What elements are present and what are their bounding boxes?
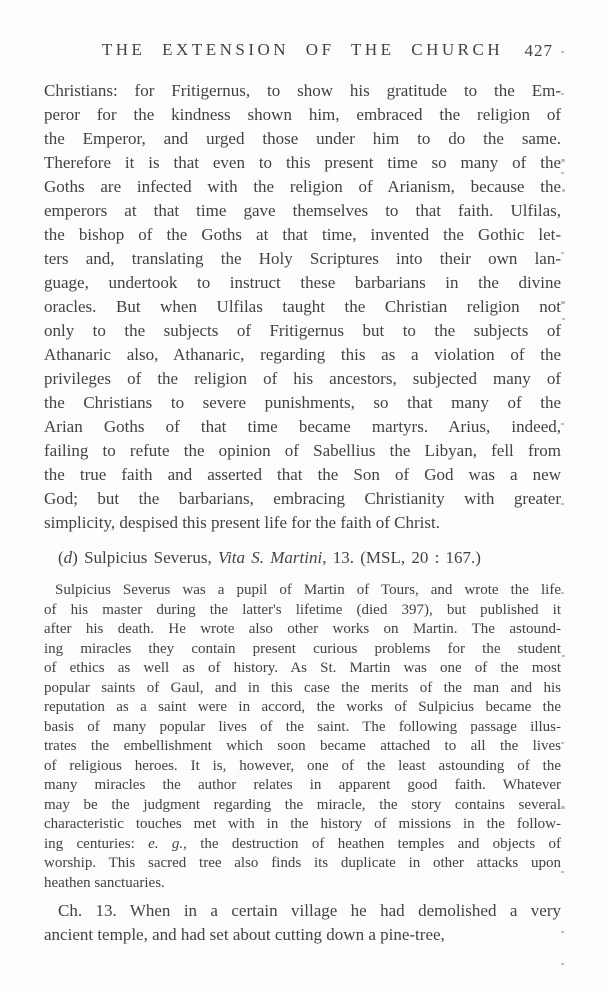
text-line: Christians: for Fritigernus, to show his gratitude to the Em- [44,81,561,100]
text-line: failing to refute the opinion of Sabellius the Libyan, fell from [44,441,561,460]
text-line: after his death. He wrote also other works on Martin. The astound- [44,621,561,637]
text-line: Arian Goths of that time became martyrs. Arius, indeed, [44,417,561,436]
text-line: ancient temple, and had set about cutting down a pine-tree, [44,925,445,944]
scan-speck [561,159,565,162]
text-line: privileges of the religion of his ancestors, subjected many of [44,369,561,388]
text-line: popular saints of Gaul, and in this case the merits of the man and his [44,679,561,696]
scan-speck [561,503,564,505]
scan-speck [561,93,564,95]
text-line: of religious heroes. It is, however, one of the least astounding of the [44,757,561,774]
text-line: characteristic touches met with in the history of missions in the follow- [44,816,561,832]
text-line: trates the embellishment which soon became attached to all the lives [44,738,561,754]
scan-speck [561,963,564,965]
scan-speck [561,301,565,304]
text-line: ters and, translating the Holy Scriptures into their own lan- [44,249,561,268]
scan-speck [562,189,565,192]
text-line: reputation as a saint were in accord, the works of Sulpicius became the [44,699,561,715]
text-line: of his master during the latter's lifetime (died 397), but published it [44,601,561,618]
text-line: peror for the kindness shown him, embraced the religion of [44,105,561,124]
text-line: worship. This sacred tree also finds its duplicate in other attacks upon [44,855,561,871]
text-line: of ethics as well as of history. As St. Martin was one of the most [44,660,561,676]
text-line: heathen sanctuaries. [44,874,165,891]
text-line: Sulpicius Severus was a pupil of Martin of Tours, and wrote the life [55,582,561,598]
text-line: basis of many popular lives of the saint. The following passage illus- [44,718,561,735]
scan-speck [561,806,565,809]
text-line: ing miracles they contain present curious problems for the student [44,640,561,657]
text-line: emperors at that time gave themselves to that faith. Ulfilas, [44,201,561,220]
editor-note-paragraph [44,581,561,893]
running-head [44,40,561,64]
page-number: 427 [524,41,553,60]
main-passage-paragraph [44,79,561,535]
scan-speck [561,252,564,254]
text-line: simplicity, despised this present life for the faith of Christ. [44,513,440,532]
scan-speck [561,742,564,744]
text-line: the true faith and asserted that the Son of God was a new [44,465,561,484]
text-line: God; but the barbarians, embracing Christianity with greater [44,489,561,508]
chapter-13-paragraph [44,899,561,947]
scan-speck [562,655,565,657]
scan-speck [561,51,564,53]
text-line: only to the subjects of Fritigernus but to the subjects of [44,321,561,340]
text-line: the Christians to severe punishments, so that many of the [44,393,561,412]
text-line: many miracles the author relates in apparent good faith. Whatever [44,777,561,793]
text-line: oracles. But when Ulfilas taught the Christian religion not [44,297,561,316]
text-line: the Emperor, and urged those under him to do the same. [44,129,561,148]
scan-speck [561,871,564,873]
running-title: THE EXTENSION OF THE CHURCH [101,40,504,59]
scan-speck [561,172,564,174]
scan-speck [561,423,564,425]
scan-speck [561,592,564,594]
text-line: Therefore it is that even to this present time so many of the [44,153,561,172]
text-line: Ch. 13. When in a certain village he had demolished a very [58,901,561,920]
citation-heading: (d) Sulpicius Severus, Vita S. Martini, 13. (MSL, 20 : 167.) [58,548,481,567]
text-line: Goths are infected with the religion of Arianism, because the [44,177,561,196]
text-line: the bishop of the Goths at that time, invented the Gothic let- [44,225,561,244]
text-line: may be the judgment regarding the miracle, the story contains several [44,796,561,813]
text-line: ing centuries: e. g., the destruction of heathen temples and objects of [44,835,561,852]
scan-speck [561,931,564,933]
text-line: guage, undertook to instruct these barbarians in the divine [44,273,561,292]
text-line: Athanaric also, Athanaric, regarding this as a violation of the [44,345,561,364]
scan-speck [562,318,565,320]
